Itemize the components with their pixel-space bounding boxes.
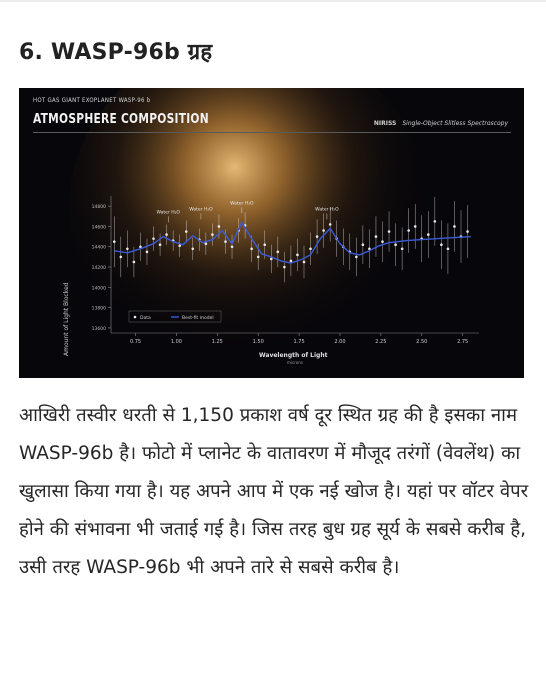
x-tick-label: 2.25	[375, 339, 387, 345]
data-point	[231, 245, 234, 248]
data-point	[120, 256, 123, 259]
x-tick-label: 1.00	[170, 339, 182, 345]
exoplanet-spectrum-figure[interactable]	[19, 88, 524, 378]
data-point	[447, 247, 450, 250]
y-tick-label: 14800	[91, 205, 106, 211]
article-paragraph: आखिरी तस्वीर धरती से 1,150 प्रकाश वर्ष दूर स्थित ग्रह की है इसका नाम WASP-96b है। फोटो में प्लानेट के वातावरण में मौजूद तरंगों (वेवलेंथ) का खुलासा किया गया है। यह अपने आप में एक नई खोज है। यहां पर वॉटर वेपर होने की संभावना भी जताई गई है। जिस तरह बुध ग्रह सूर्य के सबसे करीब है, उसी तरह WASP-96b भी अपने तारे से सबसे करीब है।	[19, 405, 529, 578]
data-point	[126, 247, 129, 250]
data-point	[296, 254, 299, 257]
instrument-name: NIRISS	[373, 120, 397, 127]
x-tick-label: 2.75	[457, 339, 469, 345]
chart-x-axis-unit: microns	[287, 360, 303, 365]
data-point	[381, 240, 384, 243]
data-point	[191, 247, 194, 250]
x-tick-label: 1.50	[252, 339, 264, 345]
data-point	[146, 251, 149, 254]
data-point	[165, 233, 168, 236]
y-tick-label: 13800	[91, 306, 106, 312]
data-point	[453, 225, 456, 228]
x-tick-label: 1.75	[293, 339, 305, 345]
data-point	[375, 235, 378, 238]
chart-x-axis-label: Wavelength of Light	[259, 352, 328, 359]
data-point	[362, 243, 365, 246]
data-point	[303, 261, 306, 264]
data-point	[355, 256, 358, 259]
instrument-label	[374, 120, 508, 127]
data-point	[113, 240, 116, 243]
article-heading: 6. WASP-96b ग्रह	[19, 40, 213, 65]
y-tick-label: 14000	[91, 286, 106, 292]
data-point	[329, 223, 332, 226]
legend-data-marker	[134, 316, 137, 319]
data-point	[257, 256, 260, 259]
y-tick-label: 14600	[91, 225, 106, 231]
data-point	[434, 220, 437, 223]
water-annotation: Water H₂O	[189, 207, 213, 213]
data-point	[159, 243, 162, 246]
data-point	[185, 230, 188, 233]
data-point	[218, 225, 221, 228]
data-point	[277, 251, 280, 254]
data-point	[152, 237, 155, 240]
data-point	[139, 245, 142, 248]
y-tick-label: 14400	[91, 245, 106, 251]
data-point	[407, 229, 410, 232]
data-point	[178, 244, 181, 247]
data-point	[250, 247, 253, 250]
x-tick-label: 2.50	[416, 339, 428, 345]
water-annotation: Water H₂O	[230, 201, 254, 207]
data-point	[388, 230, 391, 233]
data-point	[224, 240, 227, 243]
data-point	[263, 243, 266, 246]
legend-data-label: Data	[140, 316, 151, 321]
data-point	[466, 230, 469, 233]
data-point	[205, 242, 208, 245]
water-annotation: Water H₂O	[315, 207, 339, 213]
figure-title: ATMOSPHERE COMPOSITION	[33, 112, 209, 127]
instrument-mode: Single-Object Slitless Spectroscopy	[402, 120, 508, 127]
data-point	[290, 260, 293, 263]
figure-supertitle: HOT GAS GIANT EXOPLANET WASP-96 b	[33, 97, 151, 104]
chart-y-axis-label: Amount of Light Blocked	[63, 282, 70, 356]
data-point	[133, 261, 136, 264]
data-point	[401, 247, 404, 250]
x-tick-label: 1.25	[211, 339, 223, 345]
data-point	[427, 233, 430, 236]
data-point	[394, 243, 397, 246]
legend-model-label: Best-fit model	[182, 316, 214, 321]
x-tick-label: 2.00	[334, 339, 346, 345]
figure-title-rule	[33, 132, 511, 133]
data-point	[414, 225, 417, 228]
data-point	[211, 233, 214, 236]
data-point	[322, 229, 325, 232]
data-point	[283, 266, 286, 269]
y-tick-label: 13600	[91, 326, 106, 332]
x-tick-label: 0.75	[129, 339, 142, 345]
data-point	[440, 243, 443, 246]
data-point	[309, 247, 312, 250]
y-tick-label: 14200	[91, 266, 106, 272]
water-annotation: Water H₂O	[156, 210, 180, 216]
top-divider	[0, 0, 546, 2]
data-point	[316, 235, 319, 238]
